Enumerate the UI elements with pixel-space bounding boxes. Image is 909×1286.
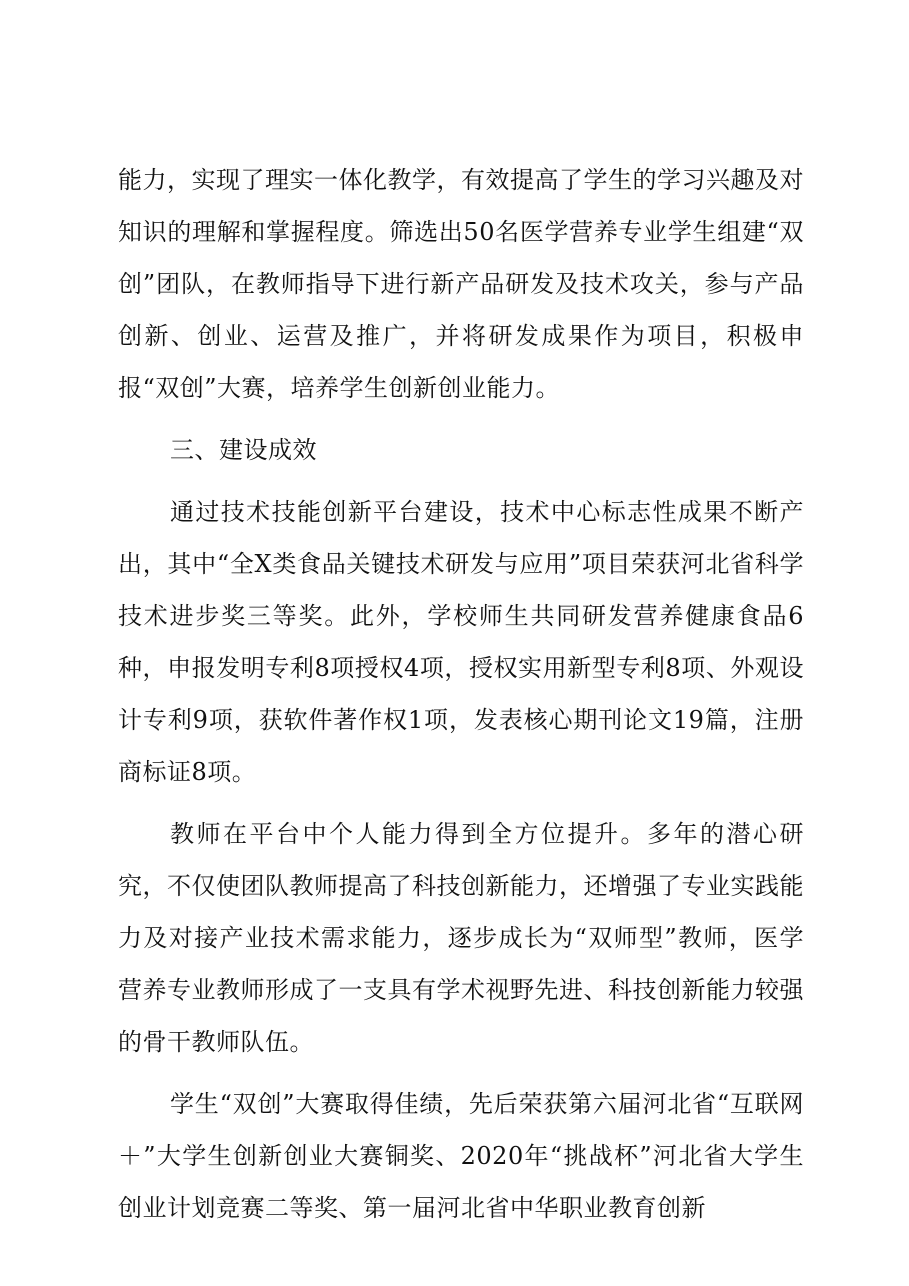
paragraph-students: 学生“双创”大赛取得佳绩，先后荣获第六届河北省“互联网＋”大学生创新创业大赛铜奖、2020年“挑战杯”河北省大学生创业计划竞赛二等奖、第一届河北省中华职业教育创新 <box>118 1090 804 1222</box>
section-heading: 三、建设成效 <box>170 436 317 464</box>
paragraph-continuation: 能力，实现了理实一体化教学，有效提高了学生的学习兴趣及对知识的理解和掌握程度。筛选出50名医学营养专业学生组建“双创”团队，在教师指导下进行新产品研发及技术攻关，参与产品创新、创业、运营及推广，并将研发成果作为项目，积极申报“双创”大赛，培养学生创新创业能力。 <box>118 166 804 402</box>
document-body <box>118 154 804 1244</box>
paragraph-achievements: 通过技术技能创新平台建设，技术中心标志性成果不断产出，其中“全X类食品关键技术研发与应用”项目荣获河北省科学技术进步奖三等奖。此外，学校师生共同研发营养健康食品6种，申报发明专利8项授权4项，授权实用新型专利8项、外观设计专利9项，获软件著作权1项，发表核心期刊论文19篇，注册商标证8项。 <box>118 498 804 786</box>
paragraph-teachers: 教师在平台中个人能力得到全方位提升。多年的潜心研究，不仅使团队教师提高了科技创新能力，还增强了专业实践能力及对接产业技术需求能力，逐步成长为“双师型”教师，医学营养专业教师形成了一支具有学术视野先进、科技创新能力较强的骨干教师队伍。 <box>118 820 804 1056</box>
